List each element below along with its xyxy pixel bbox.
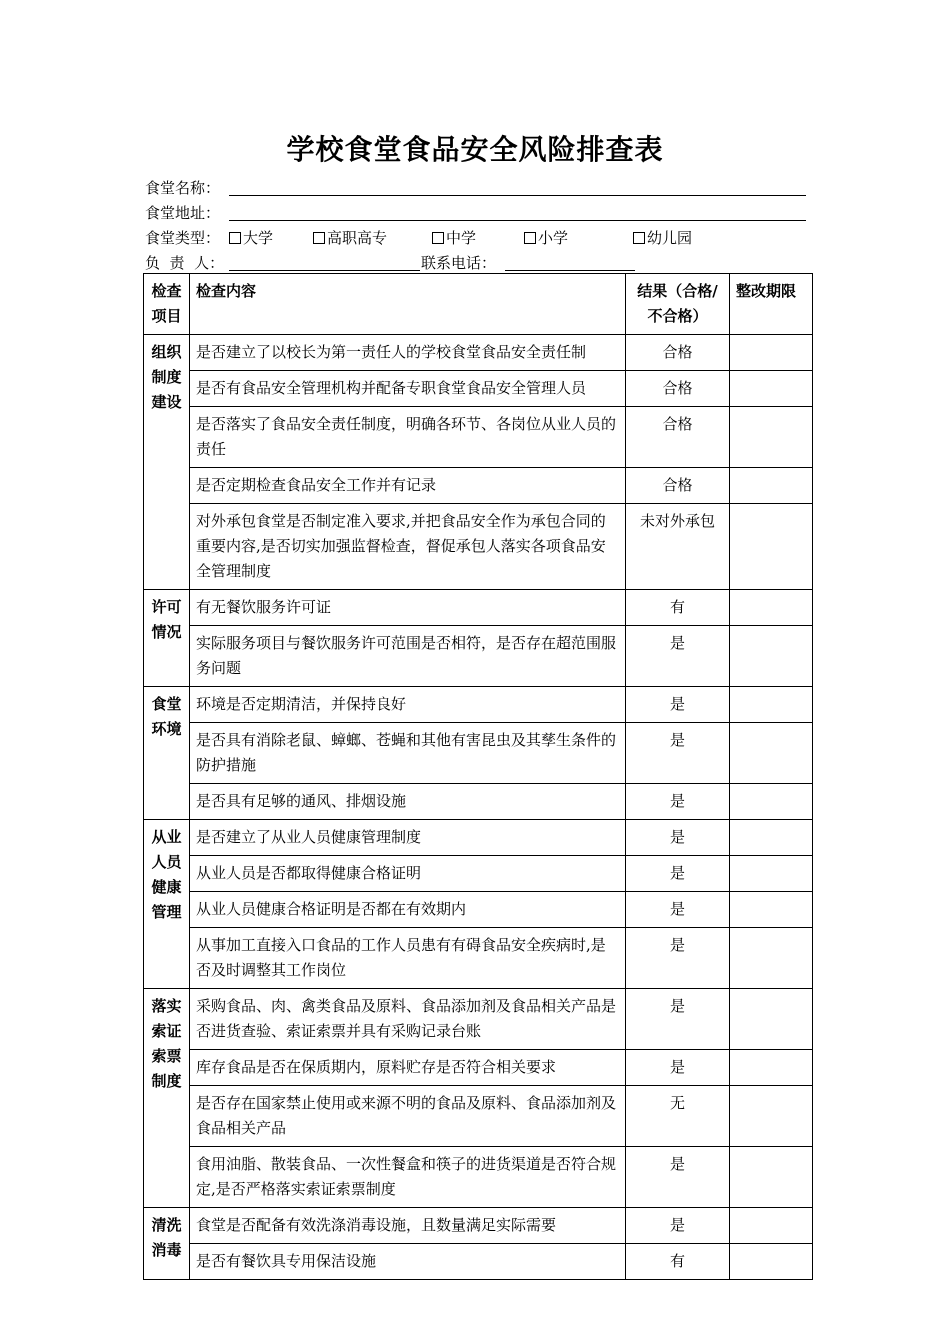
result-cell[interactable]: 是 bbox=[626, 928, 730, 989]
header-result: 结果（合格/不合格） bbox=[626, 274, 730, 335]
result-cell[interactable]: 无 bbox=[626, 1086, 730, 1147]
table-row bbox=[144, 989, 813, 1050]
checkbox-icon[interactable] bbox=[524, 232, 536, 244]
category-cell: 食堂环境 bbox=[144, 687, 190, 820]
result-cell[interactable]: 是 bbox=[626, 1208, 730, 1244]
checkbox-icon[interactable] bbox=[432, 232, 444, 244]
content-cell: 是否建立了从业人员健康管理制度 bbox=[190, 820, 626, 856]
content-cell: 是否具有消除老鼠、蟑螂、苍蝇和其他有害昆虫及其孳生条件的防护措施 bbox=[190, 723, 626, 784]
category-cell: 组织制度建设 bbox=[144, 335, 190, 590]
table-row bbox=[144, 626, 813, 687]
content-cell: 采购食品、肉、禽类食品及原料、食品添加剂及食品相关产品是否进货查验、索证索票并具有采购记录台账 bbox=[190, 989, 626, 1050]
content-cell: 是否有餐饮具专用保洁设施 bbox=[190, 1244, 626, 1280]
header-category: 检查项目 bbox=[144, 274, 190, 335]
deadline-cell[interactable] bbox=[730, 928, 813, 989]
content-cell: 从业人员健康合格证明是否都在有效期内 bbox=[190, 892, 626, 928]
table-row bbox=[144, 1086, 813, 1147]
table-row bbox=[144, 590, 813, 626]
content-cell: 食堂是否配备有效洗涤消毒设施，且数量满足实际需要 bbox=[190, 1208, 626, 1244]
deadline-cell[interactable] bbox=[730, 504, 813, 590]
type-option-primary-school[interactable]: 小学 bbox=[524, 228, 568, 248]
result-cell[interactable]: 是 bbox=[626, 1050, 730, 1086]
inspection-table bbox=[143, 273, 813, 1280]
table-row bbox=[144, 1244, 813, 1280]
person-field[interactable] bbox=[229, 270, 420, 271]
result-cell[interactable]: 是 bbox=[626, 784, 730, 820]
deadline-cell[interactable] bbox=[730, 1147, 813, 1208]
canteen-type-label: 食堂类型： bbox=[145, 229, 221, 247]
table-row bbox=[144, 1147, 813, 1208]
result-cell[interactable]: 未对外承包 bbox=[626, 504, 730, 590]
deadline-cell[interactable] bbox=[730, 590, 813, 626]
deadline-cell[interactable] bbox=[730, 989, 813, 1050]
result-cell[interactable]: 有 bbox=[626, 590, 730, 626]
category-cell: 从业人员健康管理 bbox=[144, 820, 190, 989]
deadline-cell[interactable] bbox=[730, 626, 813, 687]
table-row bbox=[144, 468, 813, 504]
table-header-row bbox=[144, 274, 813, 335]
checkbox-icon[interactable] bbox=[229, 232, 241, 244]
deadline-cell[interactable] bbox=[730, 407, 813, 468]
type-option-kindergarten[interactable]: 幼儿园 bbox=[633, 228, 692, 248]
table-row bbox=[144, 892, 813, 928]
checkbox-icon[interactable] bbox=[633, 232, 645, 244]
content-cell: 是否存在国家禁止使用或来源不明的食品及原料、食品添加剂及食品相关产品 bbox=[190, 1086, 626, 1147]
content-cell: 是否有食品安全管理机构并配备专职食堂食品安全管理人员 bbox=[190, 371, 626, 407]
deadline-cell[interactable] bbox=[730, 468, 813, 504]
result-cell[interactable]: 是 bbox=[626, 723, 730, 784]
result-cell[interactable]: 是 bbox=[626, 820, 730, 856]
table-row bbox=[144, 723, 813, 784]
table-row bbox=[144, 504, 813, 590]
deadline-cell[interactable] bbox=[730, 1050, 813, 1086]
table-row bbox=[144, 856, 813, 892]
content-cell: 实际服务项目与餐饮服务许可范围是否相符，是否存在超范围服务问题 bbox=[190, 626, 626, 687]
table-row bbox=[144, 371, 813, 407]
person-label: 负 责 人： bbox=[145, 254, 225, 272]
result-cell[interactable]: 合格 bbox=[626, 407, 730, 468]
canteen-address-label: 食堂地址： bbox=[145, 204, 221, 222]
page-title: 学校食堂食品安全风险排查表 bbox=[286, 133, 664, 166]
table-row bbox=[144, 687, 813, 723]
deadline-cell[interactable] bbox=[730, 371, 813, 407]
category-cell: 落实索证索票制度 bbox=[144, 989, 190, 1208]
content-cell: 对外承包食堂是否制定准入要求,并把食品安全作为承包合同的重要内容,是否切实加强监督检查，督促承包人落实各项食品安全管理制度 bbox=[190, 504, 626, 590]
checkbox-icon[interactable] bbox=[313, 232, 325, 244]
result-cell[interactable]: 有 bbox=[626, 1244, 730, 1280]
canteen-name-label: 食堂名称： bbox=[145, 179, 221, 197]
result-cell[interactable]: 是 bbox=[626, 856, 730, 892]
table-row bbox=[144, 335, 813, 371]
content-cell: 是否定期检查食品安全工作并有记录 bbox=[190, 468, 626, 504]
content-cell: 有无餐饮服务许可证 bbox=[190, 590, 626, 626]
deadline-cell[interactable] bbox=[730, 1208, 813, 1244]
category-cell: 许可情况 bbox=[144, 590, 190, 687]
table-body bbox=[144, 335, 813, 1280]
result-cell[interactable]: 是 bbox=[626, 989, 730, 1050]
content-cell: 是否落实了食品安全责任制度，明确各环节、各岗位从业人员的责任 bbox=[190, 407, 626, 468]
category-cell: 清洗消毒 bbox=[144, 1208, 190, 1280]
deadline-cell[interactable] bbox=[730, 687, 813, 723]
table-row bbox=[144, 407, 813, 468]
canteen-address-field[interactable] bbox=[229, 220, 806, 221]
content-cell: 从事加工直接入口食品的工作人员患有有碍食品安全疾病时,是否及时调整其工作岗位 bbox=[190, 928, 626, 989]
phone-field[interactable] bbox=[505, 270, 635, 271]
table-row bbox=[144, 928, 813, 989]
type-option-university[interactable]: 大学 bbox=[229, 228, 273, 248]
deadline-cell[interactable] bbox=[730, 723, 813, 784]
canteen-name-field[interactable] bbox=[229, 195, 806, 196]
type-option-vocational[interactable]: 高职高专 bbox=[313, 228, 387, 248]
result-cell[interactable]: 是 bbox=[626, 687, 730, 723]
content-cell: 环境是否定期清洁，并保持良好 bbox=[190, 687, 626, 723]
result-cell[interactable]: 是 bbox=[626, 1147, 730, 1208]
result-cell[interactable]: 合格 bbox=[626, 335, 730, 371]
table-row bbox=[144, 784, 813, 820]
deadline-cell[interactable] bbox=[730, 892, 813, 928]
phone-label: 联系电话： bbox=[421, 254, 497, 272]
deadline-cell[interactable] bbox=[730, 335, 813, 371]
canteen-name-row bbox=[145, 178, 220, 198]
canteen-address-row bbox=[145, 203, 220, 223]
table-row bbox=[144, 1208, 813, 1244]
content-cell: 库存食品是否在保质期内，原料贮存是否符合相关要求 bbox=[190, 1050, 626, 1086]
content-cell: 从业人员是否都取得健康合格证明 bbox=[190, 856, 626, 892]
table-row bbox=[144, 820, 813, 856]
type-option-middle-school[interactable]: 中学 bbox=[432, 228, 476, 248]
deadline-cell[interactable] bbox=[730, 784, 813, 820]
header-deadline: 整改期限 bbox=[730, 274, 813, 335]
deadline-cell[interactable] bbox=[730, 820, 813, 856]
result-cell[interactable]: 合格 bbox=[626, 468, 730, 504]
table-row bbox=[144, 1050, 813, 1086]
canteen-type-row bbox=[145, 228, 745, 248]
deadline-cell[interactable] bbox=[730, 1086, 813, 1147]
content-cell: 食用油脂、散装食品、一次性餐盒和筷子的进货渠道是否符合规定,是否严格落实索证索票制度 bbox=[190, 1147, 626, 1208]
deadline-cell[interactable] bbox=[730, 856, 813, 892]
result-cell[interactable]: 是 bbox=[626, 892, 730, 928]
result-cell[interactable]: 合格 bbox=[626, 371, 730, 407]
header-content: 检查内容 bbox=[190, 274, 626, 335]
result-cell[interactable]: 是 bbox=[626, 626, 730, 687]
content-cell: 是否具有足够的通风、排烟设施 bbox=[190, 784, 626, 820]
deadline-cell[interactable] bbox=[730, 1244, 813, 1280]
content-cell: 是否建立了以校长为第一责任人的学校食堂食品安全责任制 bbox=[190, 335, 626, 371]
